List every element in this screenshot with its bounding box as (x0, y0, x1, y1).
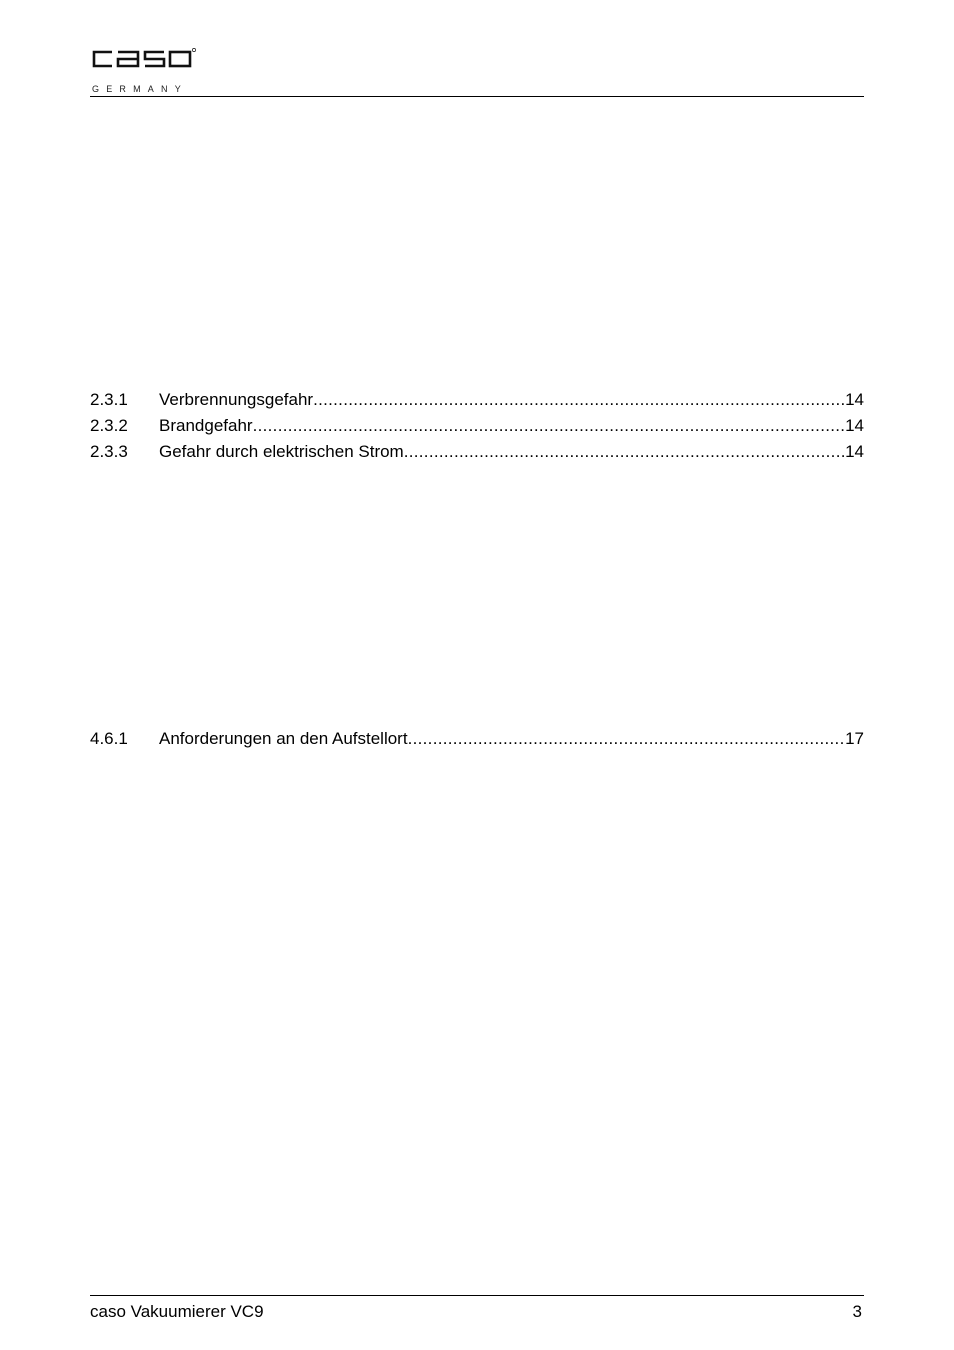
toc-entry-title: Verbrennungsgefahr (159, 390, 314, 409)
toc-entry[interactable] (90, 415, 864, 437)
toc-entry-page: 17 (845, 729, 864, 748)
footer-product-name: caso Vakuumierer VC9 (90, 1302, 264, 1321)
toc-entry[interactable] (90, 441, 864, 463)
toc-entry-title: Gefahr durch elektrischen Strom (159, 442, 404, 461)
toc-entry[interactable] (90, 389, 864, 411)
caso-logo (78, 36, 208, 104)
toc-entry-number: 2.3.3 (90, 442, 128, 461)
toc-entry-title: Anforderungen an den Aufstellort (159, 729, 408, 748)
toc-entry-leader (253, 415, 845, 437)
caso-logo-mark (78, 36, 208, 76)
header-rule (90, 96, 864, 97)
toc-entry-number: 2.3.1 (90, 390, 128, 409)
toc-entry-leader (313, 389, 844, 411)
footer-rule (90, 1295, 864, 1296)
toc-entry-page: 14 (845, 416, 864, 435)
toc-entry-page: 14 (845, 390, 864, 409)
toc-entry-page: 14 (845, 442, 864, 461)
toc-entry-leader (404, 441, 844, 463)
toc-entry-leader (408, 728, 845, 750)
logo-subtitle: GERMANY (92, 84, 188, 94)
footer-page-number: 3 (852, 1302, 862, 1321)
toc-entry[interactable] (90, 728, 864, 750)
toc-entry-number: 4.6.1 (90, 729, 128, 748)
toc-entry-number: 2.3.2 (90, 416, 128, 435)
toc-entry-title: Brandgefahr (159, 416, 253, 435)
